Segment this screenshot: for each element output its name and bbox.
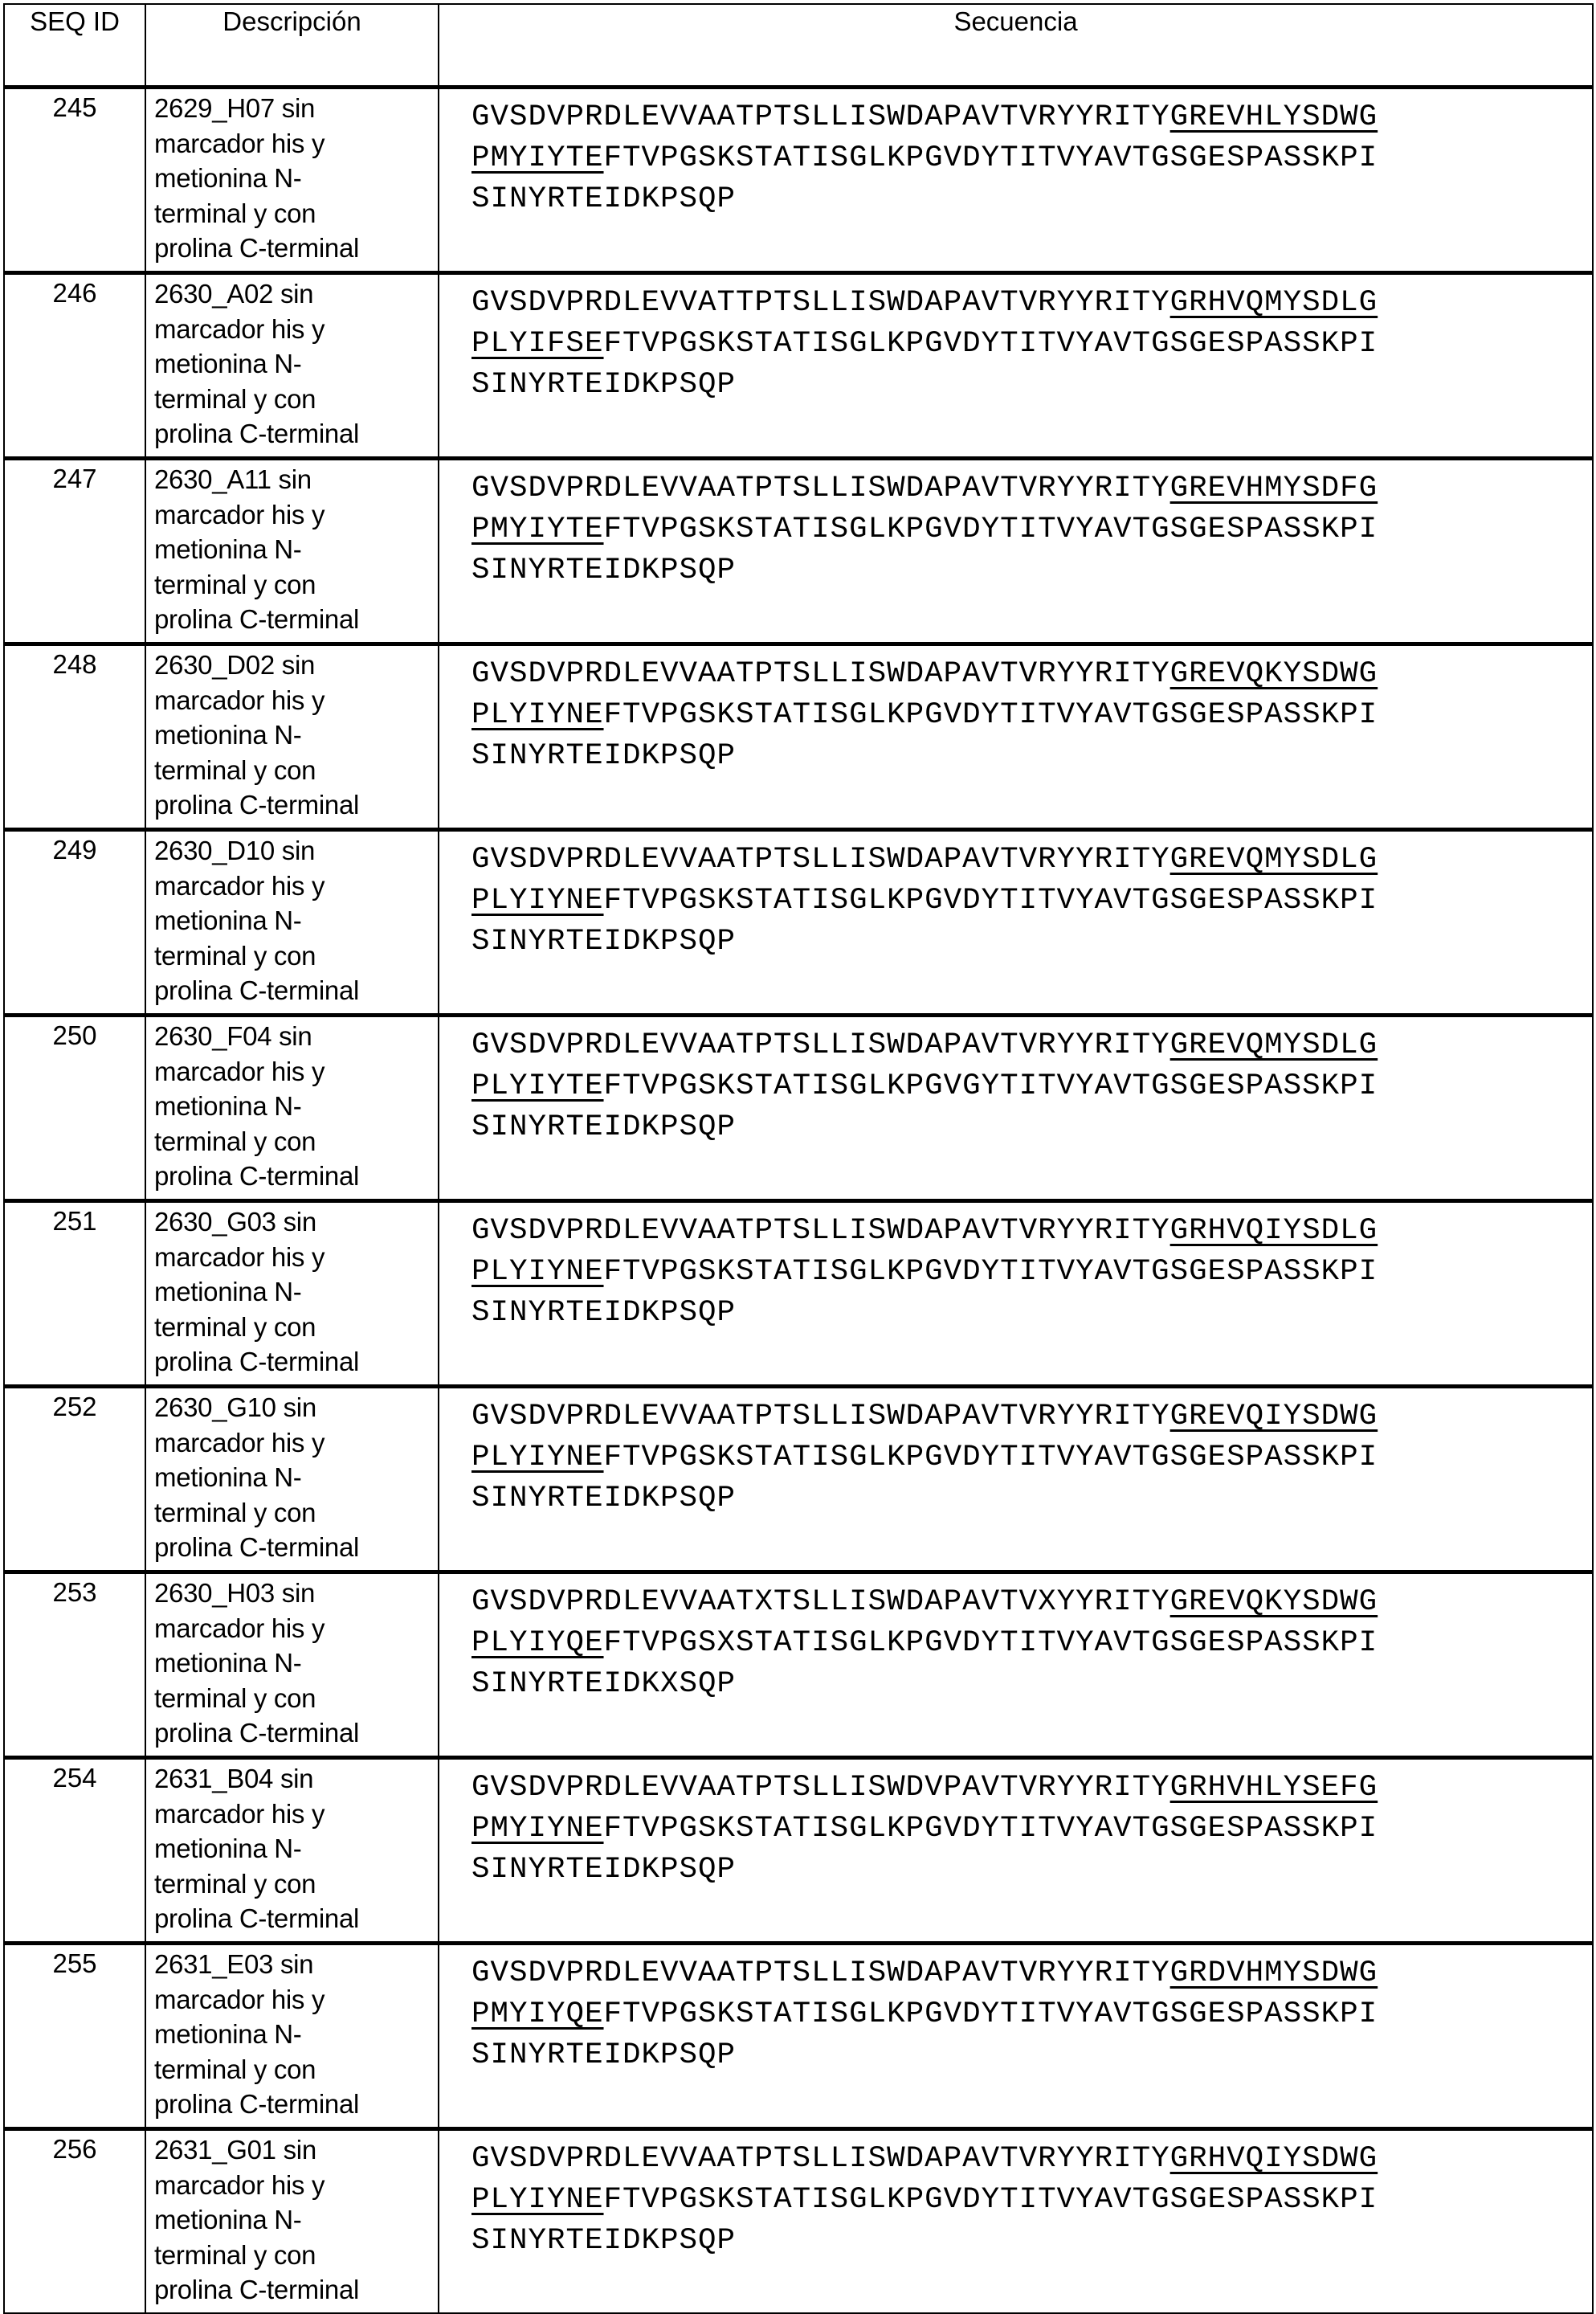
sequence-text: GVSDVPRDLEVVAATPTSLLISWDAPAVTVRYYRITY (471, 1956, 1170, 1990)
sequence-line-2 (471, 324, 1592, 365)
sequence-line-1 (471, 840, 1592, 881)
description-line: marcador his y (154, 1241, 325, 1272)
sequence-line-2 (471, 695, 1592, 736)
table-row (4, 459, 1593, 644)
cdr-underlined: GREVQMYSDLG (1169, 843, 1378, 877)
sequence-line-1 (471, 1396, 1592, 1437)
description-line: terminal y con (154, 2054, 316, 2084)
cdr-underlined: GRDVHMYSDWG (1169, 1956, 1378, 1990)
cdr-underlined: PMYIYNE (471, 1812, 604, 1846)
sequence-text: FTVPGSKSTATISGLKPGVDYTITVYAVTGSGESPASSKPI (603, 1255, 1378, 1289)
sequence-cell (439, 830, 1593, 1016)
sequence-text: GVSDVPRDLEVVAATPTSLLISWDVPAVTVRYYRITY (471, 1771, 1170, 1805)
description-line: terminal y con (154, 383, 316, 414)
description-cell (145, 1201, 439, 1387)
table-row (4, 1016, 1593, 1201)
seq-id-cell: 256 (4, 2129, 145, 2314)
sequence-text: FTVPGSKSTATISGLKPGVDYTITVYAVTGSGESPASSKPI (603, 2183, 1378, 2217)
description-cell (145, 2129, 439, 2314)
description-line: 2630_A11 sin (154, 464, 312, 494)
sequence-line-2 (471, 1994, 1592, 2035)
sequence-line-3: SINYRTEIDKPSQP (471, 182, 737, 216)
description-line: prolina C-terminal (154, 2089, 360, 2119)
sequence-text: GVSDVPRDLEVVAATPTSLLISWDAPAVTVRYYRITY (471, 2142, 1170, 2176)
table-row (4, 273, 1593, 459)
cdr-underlined: PLYIYNE (471, 1255, 604, 1289)
description-line: metionina N- (154, 534, 302, 564)
sequence-cell (439, 1572, 1593, 1758)
sequence-line-1 (471, 1768, 1592, 1809)
description-cell (145, 1758, 439, 1944)
description-line: marcador his y (154, 1056, 325, 1086)
description-line: marcador his y (154, 1984, 325, 2014)
sequence-text: FTVPGSKSTATISGLKPGVDYTITVYAVTGSGESPASSKPI (603, 1441, 1378, 1474)
description-line: terminal y con (154, 1497, 316, 1527)
sequence-line-3: SINYRTEIDKPSQP (471, 2038, 737, 2072)
table-row (4, 1572, 1593, 1758)
cdr-underlined: PLYIYNE (471, 884, 604, 918)
sequence-line-2 (471, 1066, 1592, 1107)
sequence-line-1 (471, 1953, 1592, 1994)
description-line: 2630_A02 sin (154, 279, 314, 309)
description-line: terminal y con (154, 940, 316, 971)
cdr-underlined: GREVHMYSDFG (1169, 472, 1378, 505)
sequence-cell (439, 1387, 1593, 1572)
description-line: marcador his y (154, 499, 325, 529)
sequence-text: GVSDVPRDLEVVAATXTSLLISWDAPAVTVXYYRITY (471, 1585, 1170, 1619)
description-line: prolina C-terminal (154, 604, 360, 634)
description-line: metionina N- (154, 720, 302, 750)
seq-id-cell: 245 (4, 88, 145, 273)
seq-id-cell: 255 (4, 1944, 145, 2129)
sequence-cell (439, 1758, 1593, 1944)
description-line: prolina C-terminal (154, 2275, 360, 2304)
description-line: metionina N- (154, 2019, 302, 2049)
sequence-text: FTVPGSKSTATISGLKPGVGYTITVYAVTGSGESPASSKPI (603, 1069, 1378, 1103)
description-line: marcador his y (154, 1427, 325, 1457)
description-line: 2631_E03 sin (154, 1949, 314, 1979)
cdr-underlined: PMYIYTE (471, 513, 604, 546)
description-line: prolina C-terminal (154, 1347, 360, 1376)
sequence-text: FTVPGSKSTATISGLKPGVDYTITVYAVTGSGESPASSKPI (603, 513, 1378, 546)
description-cell (145, 1572, 439, 1758)
description-line: 2631_G01 sin (154, 2135, 316, 2165)
table-row (4, 88, 1593, 273)
cdr-underlined: GREVQKYSDWG (1169, 657, 1378, 691)
description-cell (145, 273, 439, 459)
description-line: marcador his y (154, 1798, 325, 1829)
seq-id-cell: 254 (4, 1758, 145, 1944)
sequence-line-2 (471, 509, 1592, 550)
description-line: prolina C-terminal (154, 790, 360, 820)
cdr-underlined: GREVQKYSDWG (1169, 1585, 1378, 1619)
description-line: terminal y con (154, 1868, 316, 1899)
cdr-underlined: PLYIYTE (471, 1069, 604, 1103)
description-cell (145, 644, 439, 830)
sequence-text: FTVPGSKSTATISGLKPGVDYTITVYAVTGSGESPASSKPI (603, 141, 1378, 175)
description-line: terminal y con (154, 569, 316, 599)
header-description: Descripción (145, 4, 439, 88)
sequence-table (3, 3, 1594, 2314)
sequence-line-2 (471, 1623, 1592, 1664)
table-row (4, 644, 1593, 830)
table-row (4, 1201, 1593, 1387)
sequence-text: FTVPGSKSTATISGLKPGVDYTITVYAVTGSGESPASSKPI (603, 327, 1378, 361)
description-line: 2630_H03 sin (154, 1578, 316, 1608)
cdr-underlined: PMYIYTE (471, 141, 604, 175)
description-line: 2630_F04 sin (154, 1021, 312, 1051)
sequence-line-3: SINYRTEIDKPSQP (471, 1853, 737, 1887)
sequence-line-1 (471, 97, 1592, 138)
sequence-text: GVSDVPRDLEVVAATPTSLLISWDAPAVTVRYYRITY (471, 843, 1170, 877)
seq-id-cell: 249 (4, 830, 145, 1016)
header-sequence: Secuencia (439, 4, 1593, 88)
sequence-line-1 (471, 654, 1592, 695)
sequence-cell (439, 644, 1593, 830)
sequence-line-2 (471, 1252, 1592, 1293)
cdr-underlined: GREVHLYSDWG (1169, 100, 1378, 134)
description-line: prolina C-terminal (154, 233, 360, 263)
sequence-cell (439, 1944, 1593, 2129)
seq-id-cell: 251 (4, 1201, 145, 1387)
description-line: terminal y con (154, 754, 316, 785)
description-line: prolina C-terminal (154, 1532, 360, 1562)
sequence-line-3: SINYRTEIDKPSQP (471, 1482, 737, 1515)
sequence-text: FTVPGSKSTATISGLKPGVDYTITVYAVTGSGESPASSKPI (603, 1812, 1378, 1846)
sequence-line-3: SINYRTEIDKXSQP (471, 1667, 737, 1701)
description-cell (145, 830, 439, 1016)
sequence-text: GVSDVPRDLEVVATTPTSLLISWDAPAVTVRYYRITY (471, 286, 1170, 320)
sequence-line-1 (471, 468, 1592, 509)
description-line: terminal y con (154, 1682, 316, 1713)
sequence-line-1 (471, 1582, 1592, 1623)
description-line: 2631_B04 sin (154, 1764, 314, 1793)
sequence-line-1 (471, 1211, 1592, 1252)
description-line: 2629_H07 sin (154, 93, 316, 123)
description-line: metionina N- (154, 906, 302, 935)
description-line: marcador his y (154, 1613, 325, 1643)
sequence-text: GVSDVPRDLEVVAATPTSLLISWDAPAVTVRYYRITY (471, 472, 1170, 505)
description-cell (145, 1387, 439, 1572)
header-row (4, 4, 1593, 88)
sequence-line-2 (471, 2180, 1592, 2221)
description-line: marcador his y (154, 313, 325, 344)
sequence-text: FTVPGSXSTATISGLKPGVDYTITVYAVTGSGESPASSKPI (603, 1626, 1378, 1660)
table-row (4, 830, 1593, 1016)
sequence-text: FTVPGSKSTATISGLKPGVDYTITVYAVTGSGESPASSKPI (603, 884, 1378, 918)
cdr-underlined: GRHVHLYSEFG (1169, 1771, 1378, 1805)
seq-id-cell: 253 (4, 1572, 145, 1758)
sequence-cell (439, 1016, 1593, 1201)
description-line: metionina N- (154, 1462, 302, 1492)
description-line: prolina C-terminal (154, 1718, 360, 1748)
description-line: metionina N- (154, 1648, 302, 1678)
sequence-cell (439, 273, 1593, 459)
table-row (4, 2129, 1593, 2314)
sequence-text: FTVPGSKSTATISGLKPGVDYTITVYAVTGSGESPASSKPI (603, 698, 1378, 732)
cdr-underlined: PLYIYQE (471, 1626, 604, 1660)
sequence-cell (439, 88, 1593, 273)
cdr-underlined: PLYIYNE (471, 2183, 604, 2217)
description-line: 2630_G10 sin (154, 1392, 316, 1422)
table-row (4, 1758, 1593, 1944)
description-line: terminal y con (154, 198, 316, 228)
description-line: metionina N- (154, 1091, 302, 1121)
cdr-underlined: PLYIFSE (471, 327, 604, 361)
cdr-underlined: GREVQMYSDLG (1169, 1028, 1378, 1062)
description-line: prolina C-terminal (154, 1903, 360, 1933)
sequence-line-3: SINYRTEIDKPSQP (471, 368, 737, 402)
sequence-cell (439, 2129, 1593, 2314)
description-line: marcador his y (154, 2169, 325, 2200)
description-line: metionina N- (154, 2205, 302, 2234)
sequence-text: GVSDVPRDLEVVAATPTSLLISWDAPAVTVRYYRITY (471, 657, 1170, 691)
description-cell (145, 1016, 439, 1201)
description-line: 2630_D02 sin (154, 650, 316, 680)
sequence-text: FTVPGSKSTATISGLKPGVDYTITVYAVTGSGESPASSKPI (603, 1997, 1378, 2031)
description-line: 2630_D10 sin (154, 836, 316, 865)
description-cell (145, 459, 439, 644)
sequence-line-3: SINYRTEIDKPSQP (471, 1110, 737, 1144)
seq-id-cell: 250 (4, 1016, 145, 1201)
table-row (4, 1387, 1593, 1572)
seq-id-cell: 246 (4, 273, 145, 459)
sequence-line-1 (471, 1025, 1592, 1066)
sequence-cell (439, 1201, 1593, 1387)
sequence-line-1 (471, 2139, 1592, 2180)
sequence-line-2 (471, 1437, 1592, 1478)
cdr-underlined: GRHVQMYSDLG (1169, 286, 1378, 320)
description-line: marcador his y (154, 128, 325, 158)
description-line: 2630_G03 sin (154, 1207, 316, 1237)
cdr-underlined: GREVQIYSDWG (1169, 1400, 1378, 1433)
sequence-line-2 (471, 1809, 1592, 1850)
sequence-line-3: SINYRTEIDKPSQP (471, 925, 737, 959)
description-cell (145, 88, 439, 273)
description-line: terminal y con (154, 1126, 316, 1156)
cdr-underlined: PMYIYQE (471, 1997, 604, 2031)
sequence-line-2 (471, 881, 1592, 922)
cdr-underlined: PLYIYNE (471, 698, 604, 732)
seq-id-cell: 252 (4, 1387, 145, 1572)
seq-id-cell: 247 (4, 459, 145, 644)
sequence-line-3: SINYRTEIDKPSQP (471, 554, 737, 587)
sequence-line-2 (471, 138, 1592, 179)
description-line: metionina N- (154, 1834, 302, 1863)
sequence-line-3: SINYRTEIDKPSQP (471, 1296, 737, 1330)
cdr-underlined: GRHVQIYSDWG (1169, 2142, 1378, 2176)
description-line: marcador his y (154, 685, 325, 715)
sequence-text: GVSDVPRDLEVVAATPTSLLISWDAPAVTVRYYRITY (471, 1400, 1170, 1433)
header-seq-id: SEQ ID (4, 4, 145, 88)
description-line: metionina N- (154, 163, 302, 193)
sequence-line-1 (471, 283, 1592, 324)
description-line: prolina C-terminal (154, 419, 360, 448)
sequence-line-3: SINYRTEIDKPSQP (471, 739, 737, 773)
table-row (4, 1944, 1593, 2129)
sequence-text: GVSDVPRDLEVVAATPTSLLISWDAPAVTVRYYRITY (471, 100, 1170, 134)
description-cell (145, 1944, 439, 2129)
description-line: metionina N- (154, 1277, 302, 1306)
seq-id-cell: 248 (4, 644, 145, 830)
sequence-line-3: SINYRTEIDKPSQP (471, 2224, 737, 2258)
description-line: prolina C-terminal (154, 1161, 360, 1191)
description-line: marcador his y (154, 870, 325, 901)
description-line: metionina N- (154, 349, 302, 378)
description-line: prolina C-terminal (154, 975, 360, 1005)
description-line: terminal y con (154, 2239, 316, 2270)
sequence-text: GVSDVPRDLEVVAATPTSLLISWDAPAVTVRYYRITY (471, 1214, 1170, 1248)
cdr-underlined: PLYIYNE (471, 1441, 604, 1474)
sequence-cell (439, 459, 1593, 644)
cdr-underlined: GRHVQIYSDLG (1169, 1214, 1378, 1248)
sequence-text: GVSDVPRDLEVVAATPTSLLISWDAPAVTVRYYRITY (471, 1028, 1170, 1062)
description-line: terminal y con (154, 1311, 316, 1342)
